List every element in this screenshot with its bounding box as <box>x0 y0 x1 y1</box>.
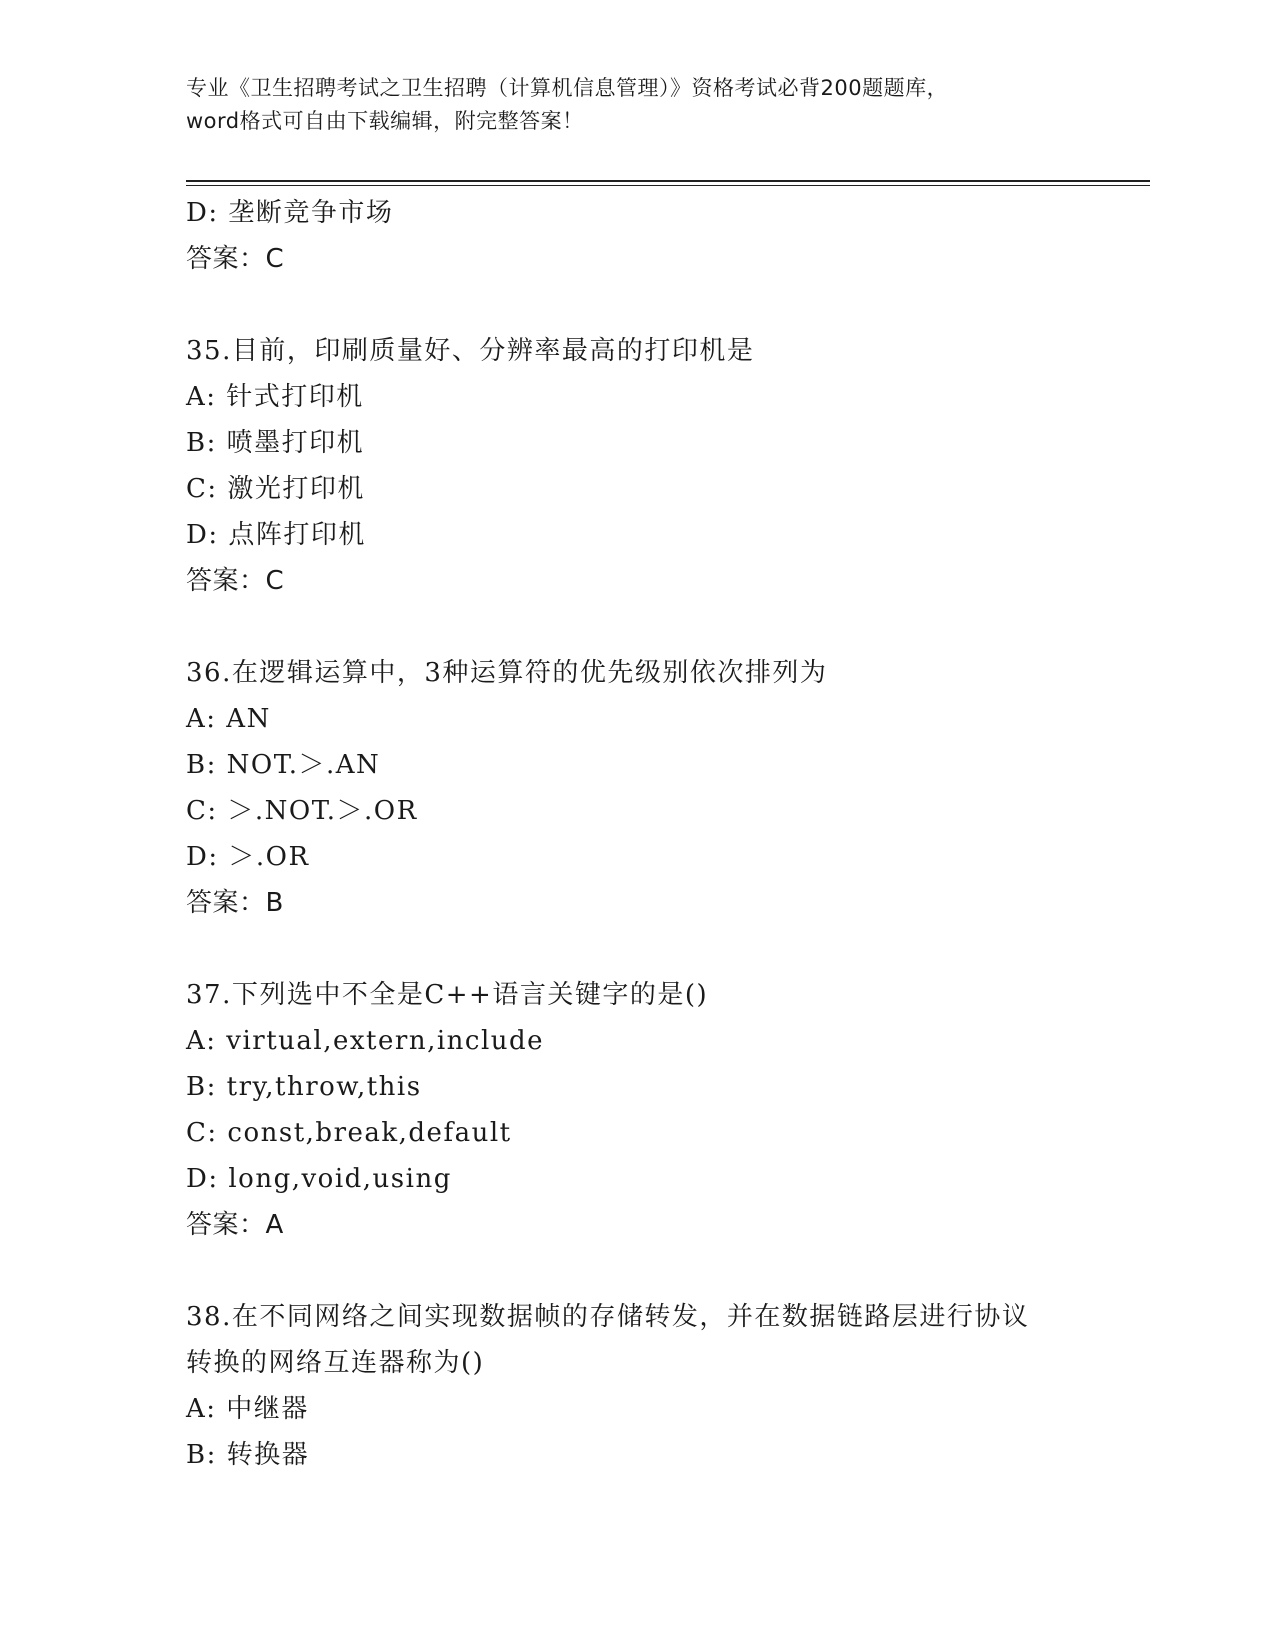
q37-question: 37.下列选中不全是C++语言关键字的是() <box>186 980 709 1010</box>
q38-question-line-1: 38.在不同网络之间实现数据帧的存储转发，并在数据链路层进行协议 <box>186 1302 1030 1332</box>
header-divider-thick <box>186 180 1150 182</box>
spacer <box>186 926 1146 972</box>
header-line-2: word格式可自由下载编辑，附完整答案！ <box>186 109 584 133</box>
q36-option-b: B: NOT.＞.AN <box>186 750 381 780</box>
q36-question: 36.在逻辑运算中，3种运算符的优先级别依次排列为 <box>186 658 828 688</box>
header-line-1: 专业《卫生招聘考试之卫生招聘（计算机信息管理）》资格考试必背200题题库， <box>186 76 949 100</box>
prev-option-d: D: 垄断竞争市场 <box>186 198 394 228</box>
q38-option-b: B: 转换器 <box>186 1440 310 1470</box>
q38-option-a: A: 中继器 <box>186 1394 309 1424</box>
q37-option-a: A: virtual,extern,include <box>186 1026 545 1056</box>
q38-question-line-2: 转换的网络互连器称为() <box>186 1348 485 1378</box>
q36-option-a: A: AN <box>186 704 271 734</box>
spacer <box>186 604 1146 650</box>
q37-answer: 答案：A <box>186 1210 284 1240</box>
spacer <box>186 282 1146 328</box>
q37-option-b: B: try,throw,this <box>186 1072 422 1102</box>
q35-option-d: D: 点阵打印机 <box>186 520 366 550</box>
q36-option-d: D: ＞.OR <box>186 842 310 872</box>
prev-answer: 答案：C <box>186 244 285 274</box>
q35-question: 35.目前，印刷质量好、分辨率最高的打印机是 <box>186 336 755 366</box>
q37-option-c: C: const,break,default <box>186 1118 512 1148</box>
question-list <box>186 190 1146 1478</box>
spacer <box>186 1248 1146 1294</box>
q35-option-b: B: 喷墨打印机 <box>186 428 365 458</box>
q35-option-c: C: 激光打印机 <box>186 474 365 504</box>
q35-answer: 答案：C <box>186 566 285 596</box>
document-header <box>186 72 1086 138</box>
header-divider-thin <box>186 185 1150 186</box>
q36-answer: 答案：B <box>186 888 284 918</box>
q36-option-c: C: ＞.NOT.＞.OR <box>186 796 418 826</box>
q37-option-d: D: long,void,using <box>186 1164 452 1194</box>
q35-option-a: A: 针式打印机 <box>186 382 364 412</box>
